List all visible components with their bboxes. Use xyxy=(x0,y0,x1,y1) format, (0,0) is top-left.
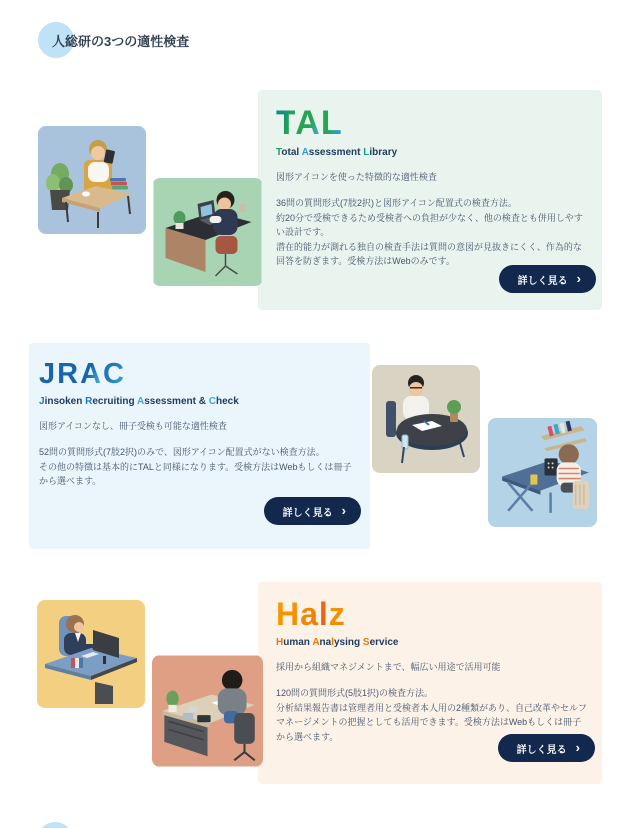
button-label: 詳しく見る xyxy=(516,744,567,756)
decorative-circle-bottom xyxy=(37,822,73,828)
tal-logo xyxy=(276,106,590,140)
halz-card xyxy=(258,582,602,784)
tal-description xyxy=(276,196,590,269)
section-title: 人総研の3つの適性検査 xyxy=(52,34,190,49)
jrac-catch-copy: 図形アイコンなし、冊子受検も可能な適性検査 xyxy=(39,421,227,431)
illustration-woman-tablet-blue-desk xyxy=(488,418,597,527)
illustration-man-with-laptop xyxy=(152,178,263,286)
logo-letter: z xyxy=(328,596,346,632)
logo-letter: A xyxy=(295,104,321,142)
halz-subtitle: Human Analysing Service xyxy=(276,637,399,648)
chevron-right-icon: › xyxy=(341,502,346,518)
halz-details-button[interactable] xyxy=(498,734,595,762)
logo-letter: T xyxy=(276,104,296,142)
illustration-man-writing-round-table xyxy=(372,365,480,473)
jrac-details-button[interactable] xyxy=(264,497,361,525)
jrac-logo xyxy=(39,360,358,389)
button-label: 詳しく見る xyxy=(282,507,333,519)
logo-letter: C xyxy=(103,358,126,390)
description-line: 52問の質問形式(7肢2択)のみで、図形アイコン配置式がない検査方法。 xyxy=(39,447,325,457)
button-label: 詳しく見る xyxy=(517,275,568,287)
logo-letter: l xyxy=(318,596,329,632)
logo-letter: H xyxy=(276,596,301,632)
illustration-woman-at-monitor xyxy=(37,600,145,708)
section-heading xyxy=(38,22,338,62)
description-line: 約20分で受検できるため受検者への負担が少なく、他の検査とも併用しやすい設計です。 xyxy=(276,212,583,238)
logo-letter: R xyxy=(57,358,81,390)
jrac-card xyxy=(29,343,370,549)
chevron-right-icon: › xyxy=(575,739,580,755)
man-laptop-illustration-icon xyxy=(152,178,263,286)
tal-subtitle: Total Assessment Library xyxy=(276,147,398,158)
tal-details-button[interactable] xyxy=(499,265,596,293)
tal-card xyxy=(258,90,602,310)
jrac-description xyxy=(39,445,358,489)
description-line: 分析結果報告書は管理者用と受検者本人用の2種類があり、自己改革やセルフマネージメントの把握としても活用できます。受検方法はWebもしくは冊子から選べます。 xyxy=(276,702,588,742)
jrac-subtitle: Jinsoken Recruiting Assessment & Check xyxy=(39,396,239,407)
halz-logo xyxy=(276,598,590,630)
tal-catch-copy: 図形アイコンを使った特徴的な適性検査 xyxy=(276,172,437,182)
illustration-man-writing-desk xyxy=(152,655,263,767)
description-line: 120問の質問形式(5肢1択)の検査方法。 xyxy=(276,688,434,698)
woman-tablet-desk-illustration-icon xyxy=(488,418,597,527)
logo-letter: a xyxy=(300,596,319,632)
logo-letter: L xyxy=(320,104,343,142)
chevron-right-icon: › xyxy=(576,270,581,286)
man-writing-desk-illustration-icon xyxy=(152,655,263,767)
illustration-woman-with-tablet xyxy=(38,126,146,234)
logo-letter: J xyxy=(39,358,58,390)
halz-catch-copy: 採用から組織マネジメントまで、幅広い用途で活用可能 xyxy=(276,662,501,672)
logo-letter: A xyxy=(80,358,104,390)
description-line: 36問の質問形式(7肢2択)と図形アイコン配置式の検査方法。 xyxy=(276,198,517,208)
description-line: その他の特徴は基本的にTALと同様になります。受検方法はWebもしくは冊子から選べます。 xyxy=(39,461,352,487)
description-line: 潜在的能力が測れる独自の検査手法は質問の意図が見抜きにくく、作為的な回答を防ぎます。受検方法はWebのみです。 xyxy=(276,241,582,267)
woman-monitor-illustration-icon xyxy=(37,600,145,708)
man-writing-illustration-icon xyxy=(372,365,480,473)
woman-tablet-illustration-icon xyxy=(38,126,146,234)
